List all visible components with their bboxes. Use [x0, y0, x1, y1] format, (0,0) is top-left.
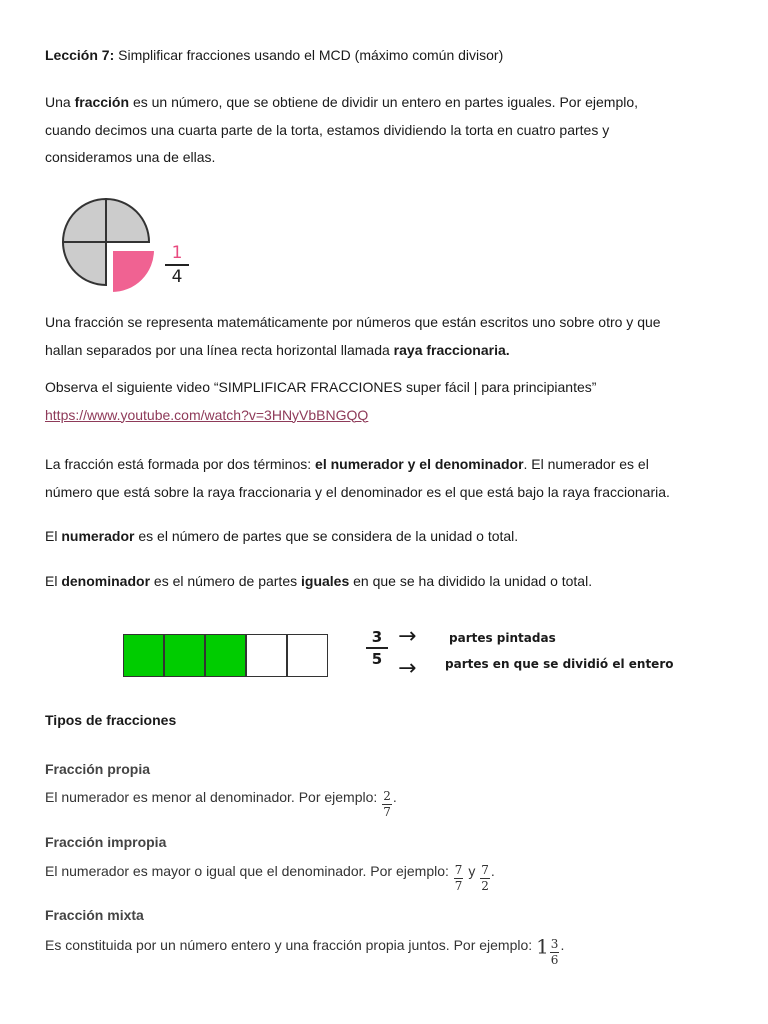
video-link[interactable]: https://www.youtube.com/watch?v=3HNyVbBNGQQ: [45, 406, 369, 423]
intro-paragraph: [45, 89, 638, 172]
propia-body: El numerador es menor al denominador. Por ejemplo: $\frac{2}{7}$ .: [45, 789, 397, 819]
bar-label-top: partes pintadas: [449, 631, 556, 645]
representation-line-2: hallan separados por una línea recta horizontal llamada raya fraccionaria.: [45, 341, 510, 358]
mixta-example-fraction: $\frac{3}{6}$: [550, 937, 559, 967]
arrow-icon-top: →: [398, 624, 417, 649]
mixta-title: Fracción mixta: [45, 907, 144, 923]
impropia-example-fraction-2: $\frac{7}{2}$: [481, 863, 489, 893]
lesson-title-text: Simplificar fracciones usando el MCD (máximo común divisor): [118, 47, 504, 63]
lesson-label: Lección 7:: [45, 47, 115, 63]
bar-cell-empty: [287, 634, 328, 677]
terms-paragraph: [45, 451, 670, 506]
bar-cell-empty: [246, 634, 287, 677]
bar-cell-filled: [205, 634, 246, 677]
propia-title: Fracción propia: [45, 761, 151, 777]
representation-line-1: Una fracción se representa matemáticamente por números que están escritos uno sobre otro y que: [45, 314, 661, 330]
bar-cell-filled: [164, 634, 205, 677]
pie-fraction-figure: [58, 196, 198, 300]
intro-line-3: consideramos una de ellas.: [45, 149, 216, 165]
mixta-body: Es constituida por un número entero y una fracción propia juntos. Por ejemplo: 1 $\frac{3}{6}$ .: [45, 934, 565, 967]
denominator-definition: El denominador es el número de partes iguales en que se ha dividido la unidad o total.: [45, 573, 593, 589]
lesson-title: [45, 47, 503, 63]
video-intro-text: Observa el siguiente video “SIMPLIFICAR FRACCIONES super fácil | para principiantes”: [45, 379, 597, 395]
arrow-icon-bottom: →: [398, 656, 417, 681]
types-heading: Tipos de fracciones: [45, 712, 177, 728]
propia-example-fraction: $\frac{2}{7}$: [383, 789, 391, 819]
intro-line-1: Una fracción es un número, que se obtiene de dividir un entero en partes iguales. Por ejemplo,: [45, 94, 639, 110]
impropia-body: El numerador es mayor o igual que el denominador. Por ejemplo: $\frac{7}{7}$ y $\frac{7}{2}$ .: [45, 863, 495, 893]
terms-line-1: La fracción está formada por dos términos: el numerador y el denominador. El numerador es el: [45, 456, 649, 472]
impropia-title: Fracción impropia: [45, 834, 167, 850]
pie-fraction-label: [165, 242, 189, 288]
terms-line-2: número que está sobre la raya fraccionaria y el denominador es el que está bajo la raya fraccionaria.: [45, 483, 670, 500]
pie-denominator: 4: [171, 267, 183, 287]
bar-denominator: 5: [371, 650, 383, 668]
impropia-example-fraction-1: $\frac{7}{7}$: [454, 863, 463, 893]
bar-numerator: 3: [366, 627, 388, 649]
bar-fraction-label: [366, 627, 388, 669]
pie-numerator: 1: [165, 242, 189, 266]
bar-cell-filled: [123, 634, 164, 677]
intro-line-2: cuando decimos una cuarta parte de la torta, estamos dividiendo la torta en cuatro partes y: [45, 121, 610, 138]
mixta-whole-number: 1: [536, 934, 549, 959]
bar-label-bottom: partes en que se dividió el entero: [445, 657, 674, 671]
video-paragraph: [45, 374, 596, 429]
numerator-definition: El numerador es el número de partes que se considera de la unidad o total.: [45, 528, 519, 544]
representation-paragraph: [45, 309, 661, 364]
